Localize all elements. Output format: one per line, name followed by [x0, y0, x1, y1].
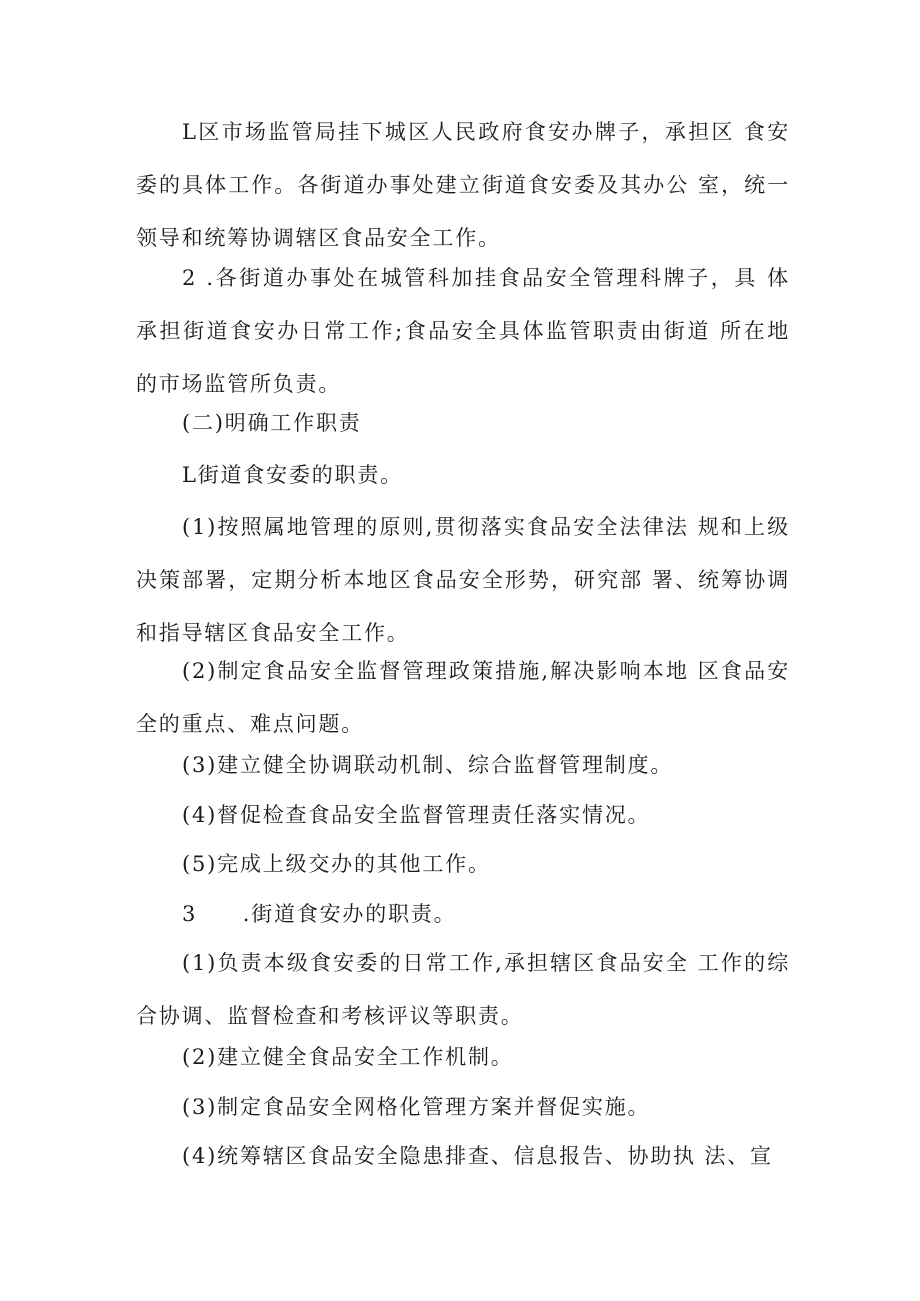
list-item-committee-3: (3)建立健全协调联动机制、综合监督管理制度。 — [182, 753, 674, 777]
list-item-office-2: (2)建立健全食品安全工作机制。 — [182, 1045, 514, 1069]
paragraph-committee-duties-title: L街道食安委的职责。 — [182, 463, 403, 487]
paragraph-district-office: L区市场监管局挂下城区人民政府食安办牌子，承担区 食安委的具体工作。各街道办事处建立街道食安委及其办公 室，统一领导和统筹协调辖区食品安全工作。 — [136, 120, 790, 250]
paragraph-office-duties-title: 3 .街道食安办的职责。 — [182, 902, 457, 926]
section-heading-duties: (二)明确工作职责 — [182, 411, 362, 435]
list-item-committee-2: (2)制定食品安全监督管理政策措施,解决影响本地 区食品安全的重点、难点问题。 — [136, 659, 790, 736]
list-item-committee-5: (5)完成上级交办的其他工作。 — [182, 852, 491, 876]
list-item-office-1: (1)负责本级食安委的日常工作,承担辖区食品安全 工作的综合协调、监督检查和考核评议等职责。 — [136, 951, 790, 1028]
list-item-committee-1: (1)按照属地管理的原则,贯彻落实食品安全法律法 规和上级决策部署，定期分析本地区食品安全形势，研究部 署、统筹协调和指导辖区食品安全工作。 — [136, 515, 790, 645]
list-item-office-3: (3)制定食品安全网格化管理方案并督促实施。 — [182, 1095, 651, 1119]
list-item-office-4: (4)统筹辖区食品安全隐患排查、信息报告、协助执 法、宣 — [182, 1144, 773, 1168]
paragraph-street-office-duty: 2 .各街道办事处在城管科加挂食品安全管理科牌子，具 体承担街道食安办日常工作;食品安全具体监管职责由街道 所在地的市场监管所负责。 — [136, 266, 790, 396]
list-item-committee-4: (4)督促检查食品安全监督管理责任落实情况。 — [182, 803, 651, 827]
